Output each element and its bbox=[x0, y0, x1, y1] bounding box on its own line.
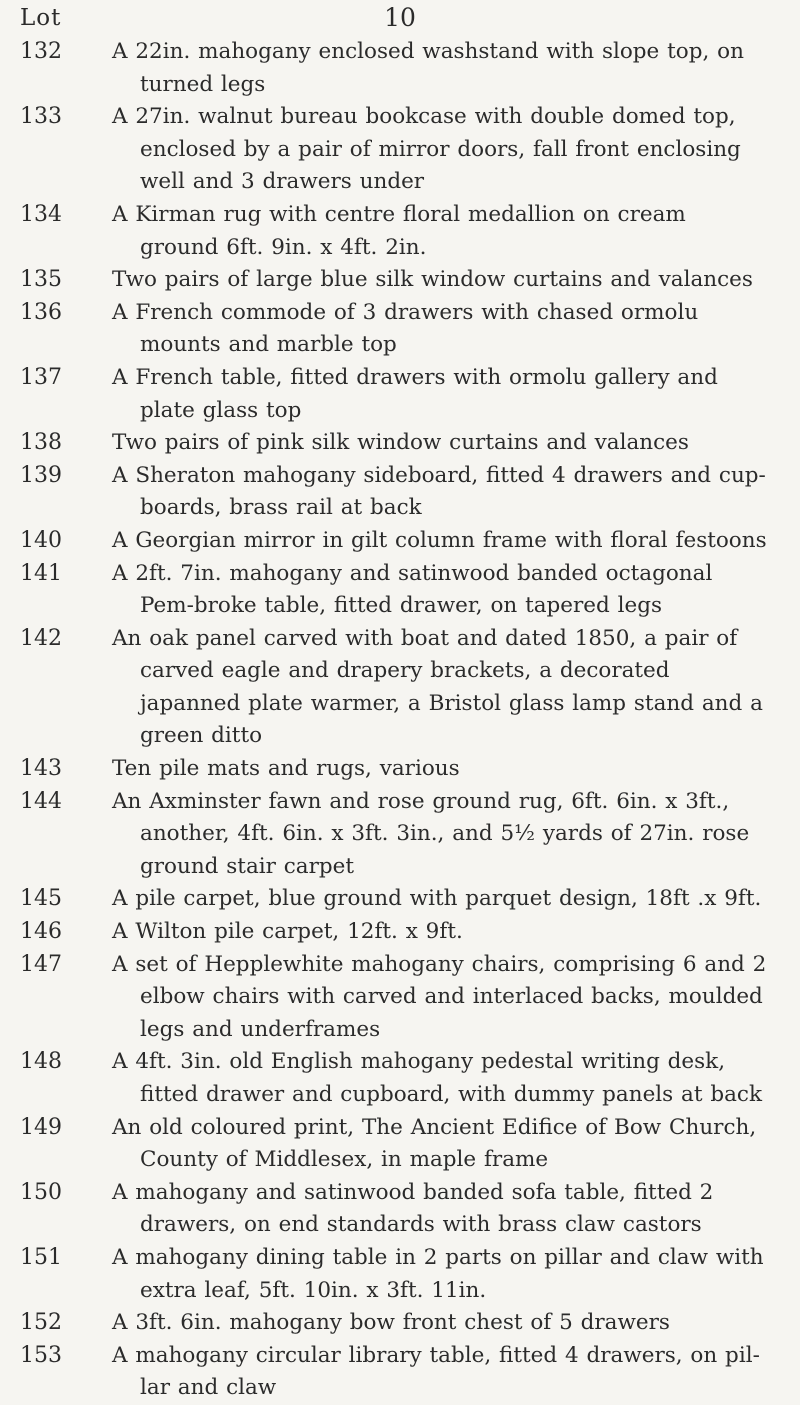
lot-entry bbox=[0, 460, 800, 525]
lot-number: 136 bbox=[20, 299, 62, 325]
lot-description: A mahogany circular library table, fitted 4 drawers, on pil-lar and claw bbox=[112, 1342, 760, 1401]
lot-entry bbox=[0, 753, 800, 786]
lot-description: A 2ft. 7in. mahogany and satinwood banded octagonal Pem-broke table, fitted drawer, on tapered legs bbox=[112, 560, 713, 619]
lot-number: 137 bbox=[20, 364, 62, 390]
lot-description: An oak panel carved with boat and dated 1850, a pair of carved eagle and drapery brackets, a decorated japanned plate warmer, a Bristol glass lamp stand and a green ditto bbox=[112, 625, 763, 749]
lot-number: 147 bbox=[20, 951, 62, 977]
lot-entry bbox=[0, 1307, 800, 1340]
lot-number: 135 bbox=[20, 267, 62, 293]
lot-number: 143 bbox=[20, 756, 62, 782]
lot-number: 145 bbox=[20, 886, 62, 912]
lot-number: 153 bbox=[20, 1342, 62, 1368]
lot-entry bbox=[0, 362, 800, 427]
lot-entry bbox=[0, 786, 800, 884]
lot-description: A Sheraton mahogany sideboard, fitted 4 drawers and cup-boards, brass rail at back bbox=[112, 462, 766, 521]
lot-description: A 3ft. 6in. mahogany bow front chest of 5 drawers bbox=[112, 1310, 670, 1336]
lot-number: 133 bbox=[20, 104, 62, 130]
lot-description: An Axminster fawn and rose ground rug, 6ft. 6in. x 3ft., another, 4ft. 6in. x 3ft. 3in., and 5½ yards of 27in. rose ground stair carpet bbox=[112, 788, 750, 879]
lot-description: A French table, fitted drawers with ormolu gallery and plate glass top bbox=[112, 364, 718, 423]
lot-entry bbox=[0, 949, 800, 1047]
lot-list bbox=[0, 36, 800, 1405]
lot-description: A French commode of 3 drawers with chased ormolu mounts and marble top bbox=[112, 299, 699, 358]
lot-description: A pile carpet, blue ground with parquet design, 18ft .x 9ft. bbox=[112, 886, 762, 912]
lot-entry bbox=[0, 297, 800, 362]
lot-entry bbox=[0, 525, 800, 558]
lot-entry bbox=[0, 1046, 800, 1111]
lot-number: 150 bbox=[20, 1179, 62, 1205]
lot-entry bbox=[0, 1242, 800, 1307]
lot-number: 142 bbox=[20, 625, 62, 651]
lot-description: An old coloured print, The Ancient Edifice of Bow Church, County of Middlesex, in maple frame bbox=[112, 1114, 757, 1173]
lot-number: 148 bbox=[20, 1049, 62, 1075]
page-number: 10 bbox=[384, 3, 416, 32]
lot-description: A Georgian mirror in gilt column frame with floral festoons bbox=[112, 527, 767, 553]
lot-number: 146 bbox=[20, 919, 62, 945]
lot-number: 152 bbox=[20, 1310, 62, 1336]
lot-entry bbox=[0, 36, 800, 101]
lot-description: A 4ft. 3in. old English mahogany pedestal writing desk, fitted drawer and cupboard, with dummy panels at back bbox=[112, 1049, 762, 1107]
lot-entry bbox=[0, 427, 800, 460]
lot-entry bbox=[0, 558, 800, 623]
lot-description: A mahogany dining table in 2 parts on pillar and claw with extra leaf, 5ft. 10in. x 3ft. 11in. bbox=[112, 1244, 764, 1303]
lot-entry bbox=[0, 1340, 800, 1405]
lot-entry bbox=[0, 101, 800, 199]
lot-description: A Kirman rug with centre floral medallion on cream ground 6ft. 9in. x 4ft. 2in. bbox=[112, 201, 686, 260]
lot-entry bbox=[0, 883, 800, 916]
lot-description: Ten pile mats and rugs, various bbox=[112, 756, 460, 782]
lot-column-header: Lot bbox=[20, 5, 62, 31]
lot-number: 149 bbox=[20, 1114, 62, 1140]
lot-description: A 27in. walnut bureau bookcase with double domed top, enclosed by a pair of mirror doors, fall front enclosing well and 3 drawers under bbox=[112, 104, 741, 195]
lot-number: 132 bbox=[20, 39, 62, 64]
lot-number: 151 bbox=[20, 1244, 62, 1270]
lot-entry bbox=[0, 199, 800, 264]
lot-description: A Wilton pile carpet, 12ft. x 9ft. bbox=[112, 919, 463, 945]
lot-number: 134 bbox=[20, 201, 62, 227]
lot-number: 144 bbox=[20, 788, 62, 814]
lot-number: 141 bbox=[20, 560, 62, 586]
lot-entry bbox=[0, 264, 800, 297]
lot-description: A 22in. mahogany enclosed washstand with slope top, on turned legs bbox=[112, 39, 744, 97]
lot-entry bbox=[0, 623, 800, 753]
lot-description: Two pairs of pink silk window curtains and valances bbox=[112, 430, 689, 456]
lot-entry bbox=[0, 1177, 800, 1242]
lot-description: Two pairs of large blue silk window curtains and valances bbox=[112, 267, 753, 293]
lot-number: 140 bbox=[20, 527, 62, 553]
lot-entry bbox=[0, 1112, 800, 1177]
lot-number: 138 bbox=[20, 430, 62, 456]
lot-description: A set of Hepplewhite mahogany chairs, comprising 6 and 2 elbow chairs with carved and interlaced backs, moulded legs and underframes bbox=[112, 951, 767, 1042]
lot-entry bbox=[0, 916, 800, 949]
lot-description: A mahogany and satinwood banded sofa table, fitted 2 drawers, on end standards with brass claw castors bbox=[112, 1179, 714, 1238]
lot-number: 139 bbox=[20, 462, 62, 488]
